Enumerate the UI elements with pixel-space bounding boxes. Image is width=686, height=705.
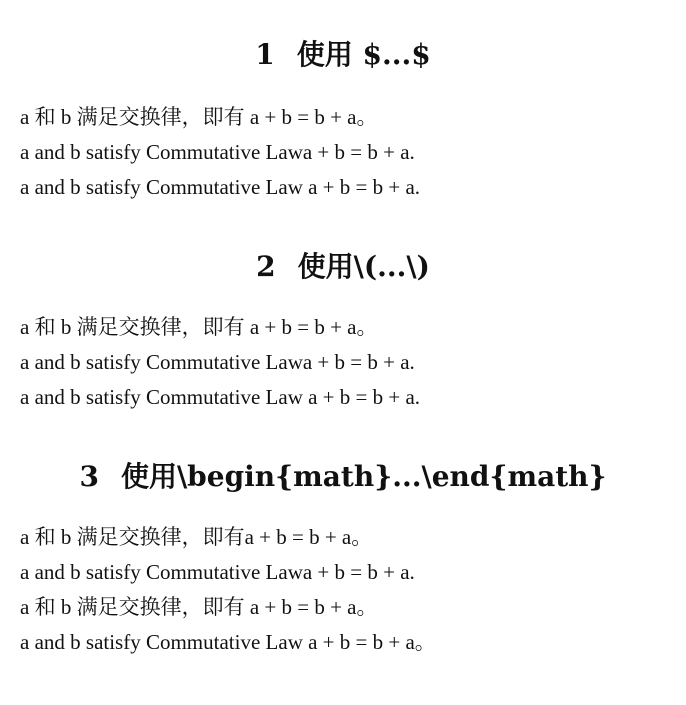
paragraph-line: a and b satisfy Commutative Lawa + b = b + a. bbox=[20, 350, 415, 374]
section-title-text: 使用 $...$ bbox=[296, 38, 431, 71]
paragraph-line: a and b satisfy Commutative Lawa + b = b + a. bbox=[20, 560, 415, 584]
paragraph-line: a 和 b 满足交换律，即有 a + b = b + a。 bbox=[20, 105, 378, 129]
paragraph-line: a and b satisfy Commutative Lawa + b = b + a. bbox=[20, 140, 415, 164]
paragraph-line: a and b satisfy Commutative Law a + b = b + a. bbox=[20, 385, 421, 409]
paragraph-line: a and b satisfy Commutative Law a + b = b + a. bbox=[20, 175, 421, 199]
section-number: 2 bbox=[256, 250, 276, 283]
paragraph-line: a 和 b 满足交换律，即有a + b = b + a。 bbox=[20, 525, 373, 549]
section-number: 3 bbox=[79, 460, 99, 493]
section-title-text: 使用\begin{math}...\end{math} bbox=[120, 460, 607, 493]
paragraph-line: a and b satisfy Commutative Law a + b = b + a。 bbox=[20, 630, 436, 654]
section-title-text: 使用\(...\) bbox=[297, 250, 430, 283]
section-heading-3 bbox=[0, 460, 686, 494]
section-heading-1 bbox=[0, 38, 686, 72]
paragraph-line: a 和 b 满足交换律，即有 a + b = b + a。 bbox=[20, 315, 378, 339]
section-heading-2 bbox=[0, 250, 686, 284]
section-number: 1 bbox=[255, 38, 275, 71]
paragraph-line: a 和 b 满足交换律，即有 a + b = b + a。 bbox=[20, 595, 378, 619]
